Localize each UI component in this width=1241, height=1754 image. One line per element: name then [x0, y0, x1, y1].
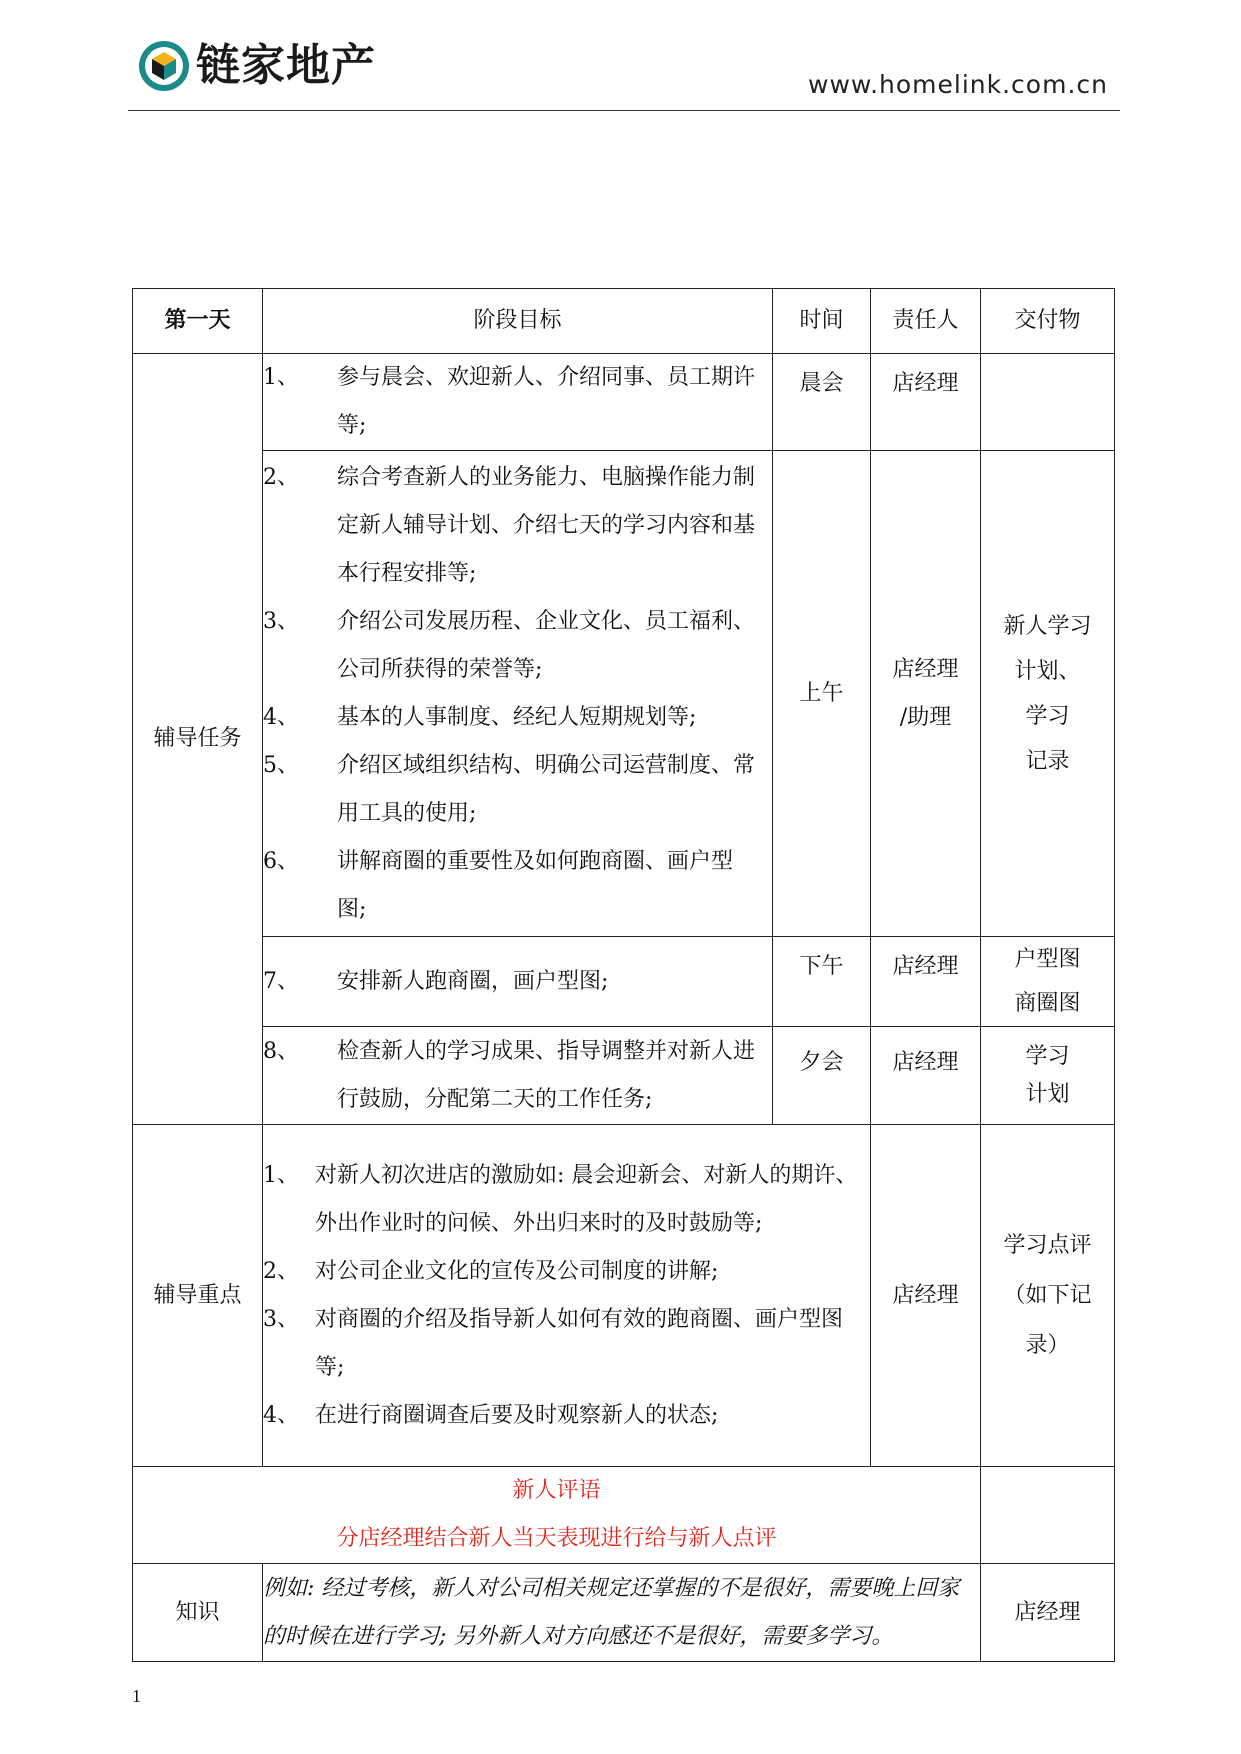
list-item: 1、 对新人初次进店的激励如: 晨会迎新会、对新人的期许、外出作业时的问候、外出归来时的及时鼓励等;	[263, 1162, 858, 1236]
comment-subtitle: 分店经理结合新人当天表现进行给与新人点评	[336, 1526, 777, 1551]
table-row	[133, 1467, 1115, 1564]
owner-cell: 店经理	[981, 1564, 1115, 1662]
time-cell: 夕会	[773, 1027, 871, 1125]
empty-cell	[981, 1467, 1115, 1564]
header-time: 时间	[773, 289, 871, 354]
list-item: 6、 讲解商圈的重要性及如何跑商圈、画户型图;	[263, 848, 734, 922]
list-item: 8、 检查新人的学习成果、指导调整并对新人进行鼓励，分配第二天的工作任务;	[263, 1038, 756, 1112]
goal-cell	[263, 937, 773, 1027]
deliverable-cell: 新人学习 计划、 学习 记录	[981, 451, 1115, 937]
goal-cell	[263, 451, 773, 937]
header-divider	[128, 110, 1120, 111]
page-header	[128, 36, 1120, 112]
site-url[interactable]: www.homelink.com.cn	[808, 70, 1108, 99]
owner-cell: 店经理	[871, 937, 981, 1027]
owner-cell: 店经理 /助理	[871, 451, 981, 937]
training-plan-table	[132, 288, 1115, 1662]
header-deliverable: 交付物	[981, 289, 1115, 354]
list-item: 3、 对商圈的介绍及指导新人如何有效的跑商圈、画户型图等;	[263, 1306, 844, 1380]
list-item: 7、 安排新人跑商圈，画户型图;	[263, 968, 609, 994]
page-number: 1	[132, 1686, 141, 1706]
comment-cell	[133, 1467, 981, 1564]
deliverable-cell: 户型图 商圈图	[981, 937, 1115, 1027]
table-row	[133, 354, 1115, 451]
table-header-row	[133, 289, 1115, 354]
section-label-focus: 辅导重点	[133, 1125, 263, 1467]
table-row	[133, 1564, 1115, 1662]
owner-cell: 店经理	[871, 1027, 981, 1125]
table-row	[133, 1027, 1115, 1125]
company-logo	[138, 40, 376, 92]
list-item: 5、 介绍区域组织结构、明确公司运营制度、常用工具的使用;	[263, 752, 756, 826]
table-row	[133, 1125, 1115, 1467]
knowledge-text: 例如: 经过考核，新人对公司相关规定还掌握的不是很好，需要晚上回家的时候在进行学习; 另外新人对方向感还不是很好，需要多学习。	[263, 1564, 981, 1662]
cube-logo-icon	[138, 40, 190, 92]
deliverable-cell: 学习 计划	[981, 1027, 1115, 1125]
header-day: 第一天	[133, 289, 263, 354]
list-item: 2、 综合考查新人的业务能力、电脑操作能力制定新人辅导计划、介绍七天的学习内容和基本行程安排等;	[263, 464, 756, 586]
time-cell: 下午	[773, 937, 871, 1027]
owner-cell: 店经理	[871, 354, 981, 451]
goal-cell	[263, 354, 773, 451]
owner-cell: 店经理	[871, 1125, 981, 1467]
header-goal: 阶段目标	[263, 289, 773, 354]
knowledge-label: 知识	[133, 1564, 263, 1662]
goal-cell	[263, 1027, 773, 1125]
deliverable-cell	[981, 354, 1115, 451]
time-cell: 上午	[773, 451, 871, 937]
list-item: 4、 在进行商圈调查后要及时观察新人的状态;	[263, 1402, 719, 1428]
list-item: 2、 对公司企业文化的宣传及公司制度的讲解;	[263, 1258, 719, 1284]
logo-text: 链家地产	[196, 40, 376, 91]
table-row	[133, 937, 1115, 1027]
deliverable-cell: 学习点评 （如下记录）	[981, 1125, 1115, 1467]
time-cell: 晨会	[773, 354, 871, 451]
focus-cell	[263, 1125, 871, 1467]
header-owner: 责任人	[871, 289, 981, 354]
list-item: 3、 介绍公司发展历程、企业文化、员工福利、公司所获得的荣誉等;	[263, 608, 756, 682]
list-item: 4、 基本的人事制度、经纪人短期规划等;	[263, 704, 697, 730]
table-row	[133, 451, 1115, 937]
comment-title: 新人评语	[512, 1478, 601, 1503]
list-item: 1、 参与晨会、欢迎新人、介绍同事、员工期许等;	[263, 365, 756, 438]
section-label-tasks: 辅导任务	[133, 354, 263, 1125]
